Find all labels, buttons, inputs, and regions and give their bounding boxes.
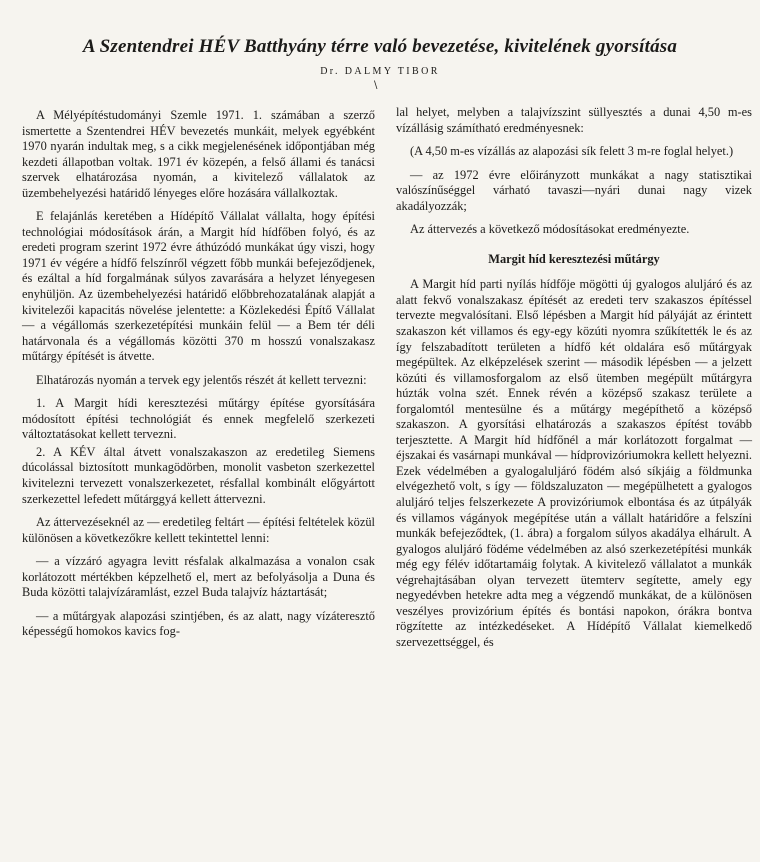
article-title: A Szentendrei HÉV Batthyány térre való bevezetése, kivitelének gyorsítása (82, 36, 678, 57)
list-item: 2. A KÉV által átvett vonalszakaszon az eredetileg Siemens dúcolással biztosított munkagödörben, monolit vasbeton szerkezettel kivitelezni tervezett vonalszerkezetet, résfallal kombinált előgyártott szerkezettel lefedett műtárggyá kellett áttervezni. (22, 444, 375, 506)
paragraph: (A 4,50 m-es vízállás az alapozási sík felett 3 m-re foglal helyet.) (410, 144, 734, 159)
author-line: Dr. DALMY TIBOR (320, 66, 440, 77)
paragraph: A Mélyépítéstudományi Szemle 1971. 1. számában a szerző ismertette a Szentendrei HÉV bevezetés munkáit, melyek egyébként 1970 nyarán indultak meg, s a cikk megjelenésének időpontjában még kezdeti állapotban voltak. 1971 év közepén, a felső állami és tanácsi szervek elhatározása nyomán, a kivitelező vállalatok az üzembehelyezési határidő lényeges előre hozására vállalkoztak. (22, 108, 375, 200)
paragraph: lal helyet, melyben a talajvízszint süllyesztés a dunai 4,50 m-es vízállásig számítható eredményesnek: (396, 105, 752, 135)
list-item: 1. A Margit hídi keresztezési műtárgy építése gyorsítására módosított építési technológiát és ennek megfelelő szerkezeti változtatásokat kellett tervezni. (22, 396, 375, 442)
left-column (22, 108, 375, 642)
right-column (396, 105, 752, 659)
list-item: — a műtárgyak alapozási szintjében, és az alatt, nagy vízáteresztő képességű homokos kavics fog- (22, 608, 375, 639)
list-item: — a vízzáró agyagra levitt résfalak alkalmazása a vonalon csak korlátozott mértékben képzelhető el, mert az befolyásolja a Duna és Buda közötti talajvízáramlást, ezzel Buda talajvíz háztartását; (22, 554, 375, 600)
paragraph: Az áttervezéseknél az — eredetileg feltárt — építési feltételek közül különösen a következőkre kellett tekintettel lenni: (22, 515, 375, 545)
section-heading: Margit híd keresztezési műtárgy (488, 251, 660, 266)
stray-mark: \ (374, 80, 378, 91)
paragraph: Elhatározás nyomán a tervek egy jelentős részét át kellett tervezni: (36, 372, 367, 387)
paragraph: Az áttervezés a következő módosításokat eredményezte. (410, 222, 690, 237)
list-item: — az 1972 évre előirányzott munkákat a nagy statisztikai valószínűséggel várható tavaszi—nyári dunai nagy vizek akadályozzák; (396, 167, 752, 213)
paragraph: E felajánlás keretében a Hídépítő Vállalat vállalta, hogy építési technológiai módosítások árán, a Margit híd hídfőben folyó, és az eredeti program szerint 1972 évre áthúzódó munkákat úgy viszi, hogy 1971 év végére a hídfő felszínről végzett főbb munkái befejeződjenek, és ezáltal a híd forgalmának súlyos zavarására a helyzet lényegesen enyhüljön. Az üzembehelyezési határidő előbbrehozatalának alapját a kivitelezői kapacitás növelése jelentette: a Közlekedési Építő Vállalat — a végállomás szerkezetépítési munkáin felül — a Bem tér déli határvonala és a végállomás közötti 370 m hosszú vonalszakasz műtárgy építését is átvette. (22, 209, 375, 364)
paragraph: A Margit híd parti nyílás hídfője mögötti új gyalogos aluljáró és az alatt fekvő vonalszakasz építését az eredeti terv szakaszos építéssel tervezte megvalósítani. Első lépésben a Margit híd pályáját az érintett szakaszon két villamos és egy-egy közúti nyomra szűkítették le és az így felszabadított területen a hídfő két oldalára eső műtárgyak megépültek. Az elképzelések szerint — második lépésben — a jelzett közúti és villamosforgalom az első ütemben megépült műtárgyra húzták volna szét. Ennek révén a középső szakasz területe a forgalomtól mentesülne és a műtárgy megépíthető a középső szakaszon. A gyorsítási elhatározás a szakaszos építést tovább terjesztette. A Margit híd hídfőnél a már korlátozott forgalmat — éjszakai és vasárnapi munkával — hídprovizóriumokra kellett helyezni. Ezek védelmében a gyalogaluljáró födém alsó síkjáig a földmunka elvégezhető volt, s így — földszaluzaton — megépülhetett a gyalogos aluljáró teljes felszerkezete A provizóriumok elbontása és az útpályák és villamos vágányok megépítése után a vállalt határidőre a felszíni munkák befejeződtek, (1. ábra) a forgalom súlyos akadálya elhárult. A gyalogos aluljáró födéme védelmében az alsó szerkezetépítési munkák még egy félév időtartamáig folytak. A kivitelező vállalatot a munkák végrehajtásában olyan tervezett ütemterv segítette, amely egy negyedévben hetekre adta meg a végzendő munkákat, de a különösen veszélyes provizórium építés és bontási napokon, órákra bontva rögzítette az intézkedéseket. A Hídépítő Vállalat kiemelkedő szervezettséggel, és (396, 277, 752, 649)
